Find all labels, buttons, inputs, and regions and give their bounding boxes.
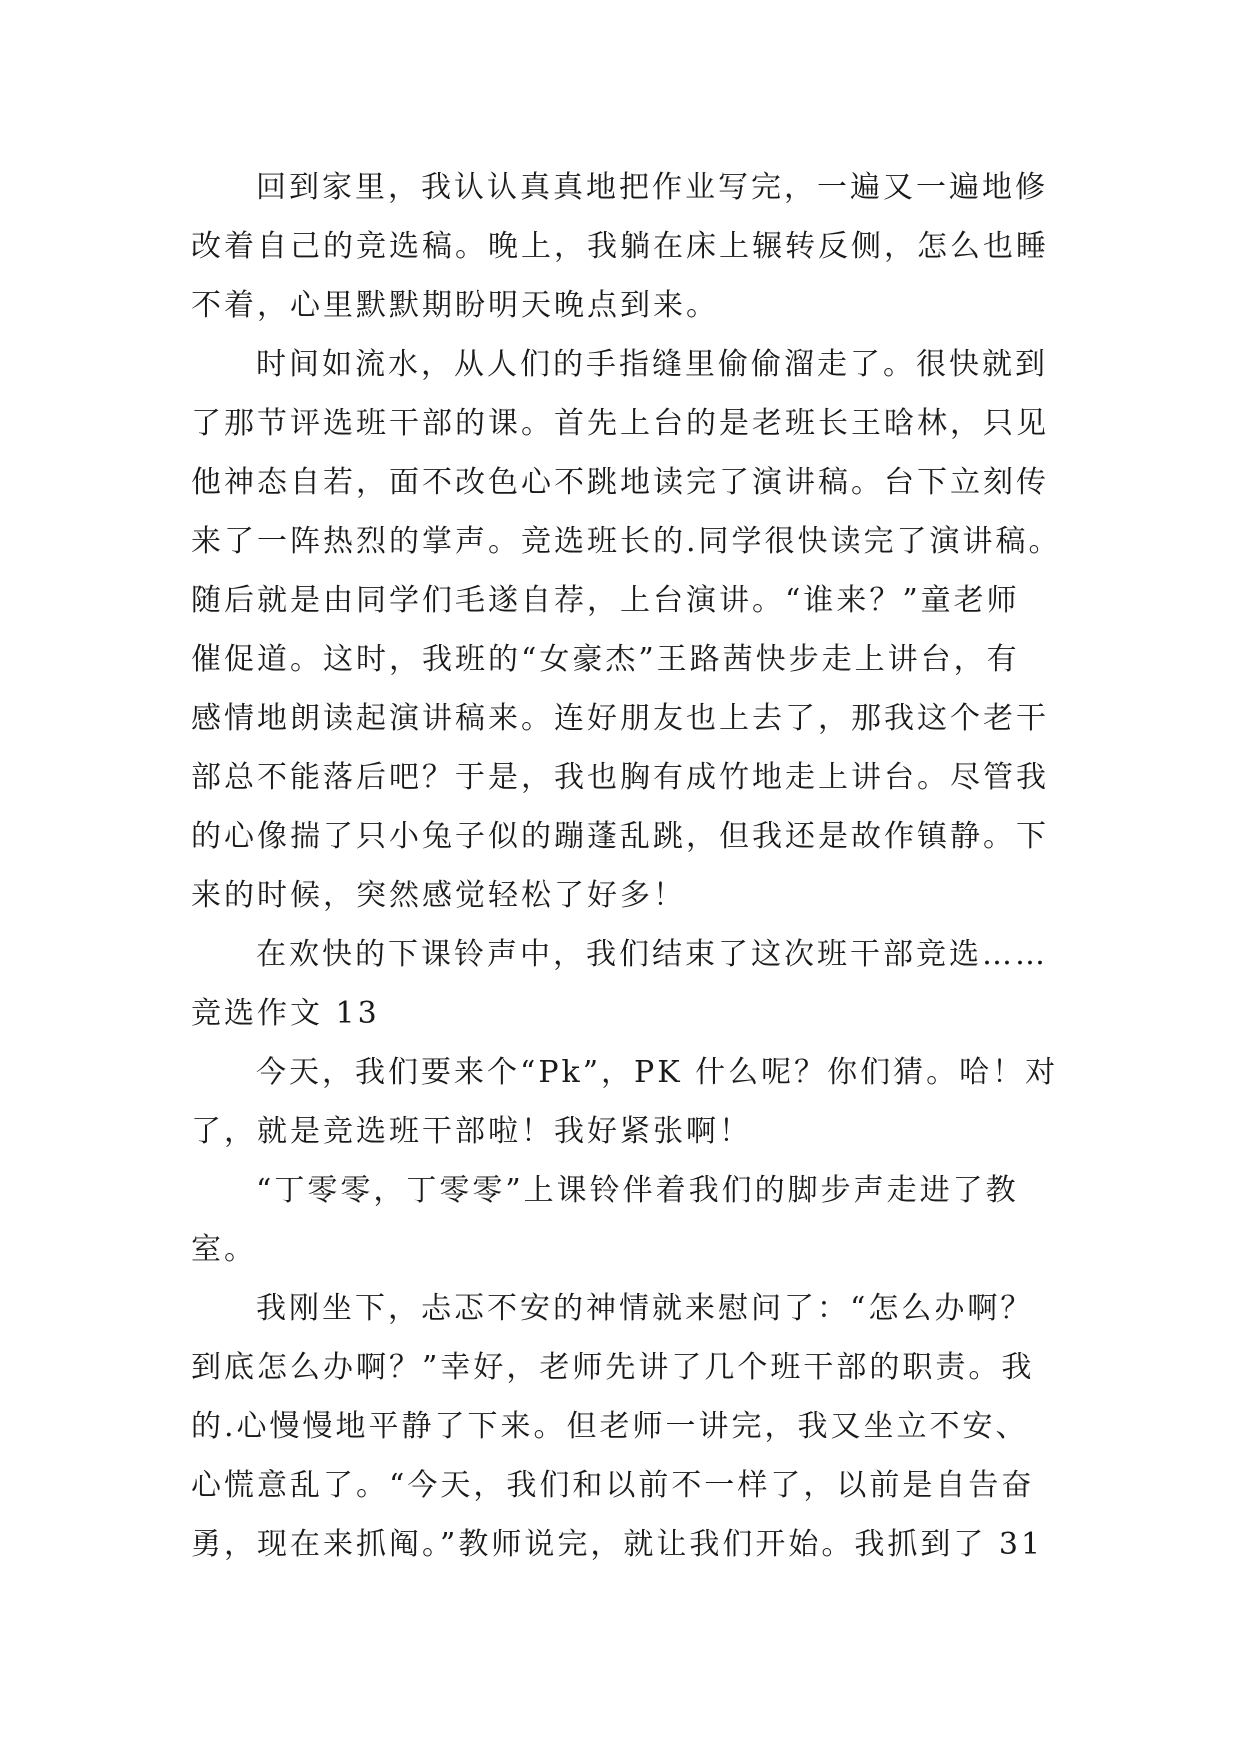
text-line: 室。 [191, 1232, 257, 1267]
text-line: 今天，我们要来个“Pk”，PK 什么呢？你们猜。哈！对 [256, 1055, 1059, 1090]
text-line: 感情地朗读起演讲稿来。连好朋友也上去了，那我这个老干 [191, 701, 1049, 736]
text-line: 心慌意乱了。“今天，我们和以前不一样了，以前是自告奋 [191, 1468, 1035, 1503]
text-line: 来的时候，突然感觉轻松了好多！ [191, 878, 686, 913]
text-line: 不着，心里默默期盼明天晚点到来。 [191, 288, 719, 323]
text-line: 我刚坐下，忐忑不安的神情就来慰问了：“怎么办啊？ [256, 1291, 1034, 1326]
text-line: “丁零零，丁零零”上课铃伴着我们的脚步声走进了教 [256, 1173, 1019, 1208]
text-line: 在欢快的下课铃声中，我们结束了这次班干部竞选…… [256, 937, 1048, 972]
text-line: 他神态自若，面不改色心不跳地读完了演讲稿。台下立刻传 [191, 465, 1049, 500]
text-line: 部总不能落后吧？于是，我也胸有成竹地走上讲台。尽管我 [191, 760, 1049, 795]
text-line: 随后就是由同学们毛遂自荐，上台演讲。“谁来？”童老师 [191, 583, 1020, 618]
text-line: 到底怎么办啊？”幸好，老师先讲了几个班干部的职责。我 [191, 1350, 1035, 1385]
text-line: 改着自己的竞选稿。晚上，我躺在床上辗转反侧，怎么也睡 [191, 229, 1049, 264]
text-line: 回到家里，我认认真真地把作业写完，一遍又一遍地修 [256, 170, 1048, 205]
text-line: 催促道。这时，我班的“女豪杰”王路茜快步走上讲台，有 [191, 642, 1020, 677]
text-line: 了，就是竞选班干部啦！我好紧张啊！ [191, 1114, 752, 1149]
text-line: 了那节评选班干部的课。首先上台的是老班长王晗林，只见 [191, 406, 1049, 441]
text-line: 的心像揣了只小兔子似的蹦蓬乱跳，但我还是故作镇静。下 [191, 819, 1049, 854]
text-line: 的.心慢慢地平静了下来。但老师一讲完，我又坐立不安、 [191, 1409, 1029, 1444]
text-line: 勇，现在来抓阄。”教师说完，就让我们开始。我抓到了 31 [191, 1527, 1044, 1562]
text-line: 时间如流水，从人们的手指缝里偷偷溜走了。很快就到 [256, 347, 1048, 382]
essay-text [191, 158, 1071, 1574]
text-line: 来了一阵热烈的掌声。竞选班长的.同学很快读完了演讲稿。 [191, 524, 1062, 559]
section-heading: 竞选作文 13 [191, 996, 380, 1031]
